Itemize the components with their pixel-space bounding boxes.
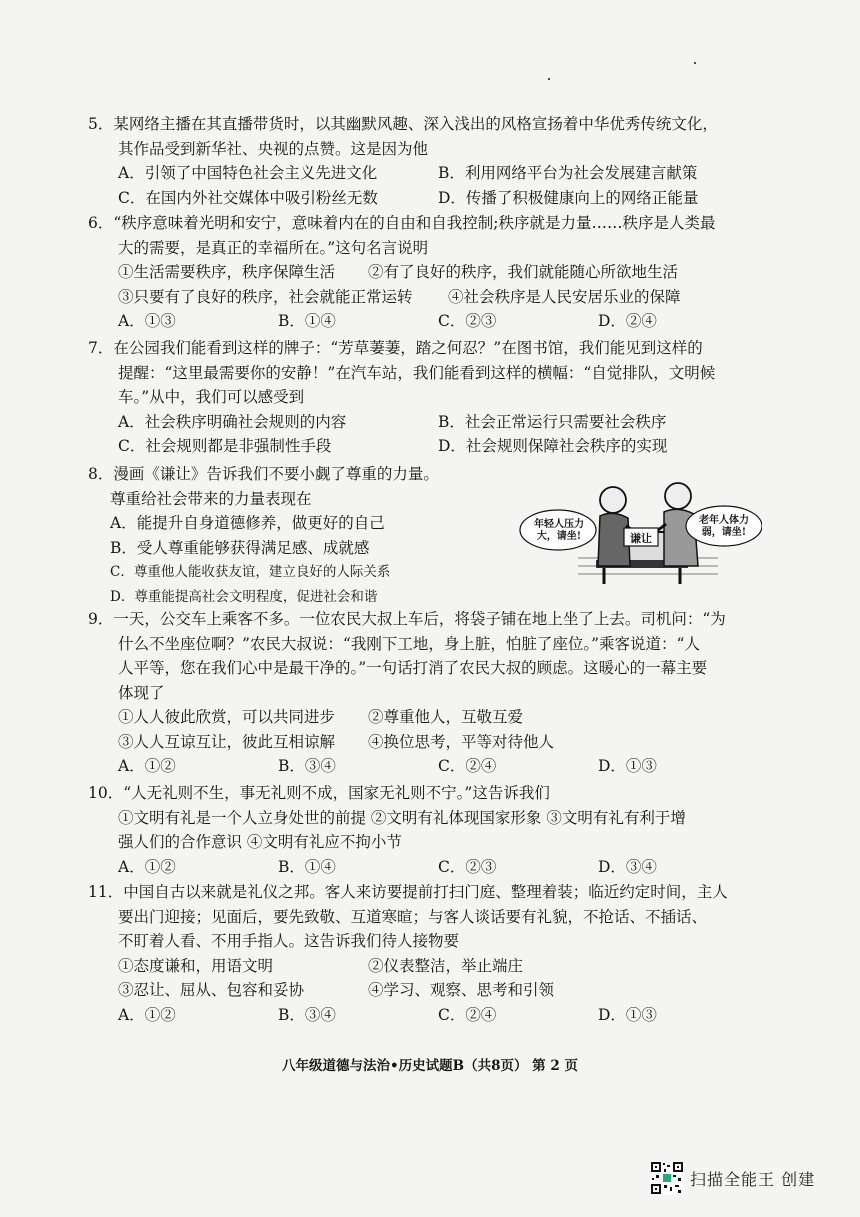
option-b: B．③④ <box>278 1005 336 1024</box>
option-c: C．②③ <box>438 312 497 330</box>
statement-4: ④学习、观察、思考和引领 <box>368 981 555 999</box>
option-d: D．②④ <box>598 312 657 330</box>
question-stem: 11．中国自古以来就是礼仪之邦。客人来访要提前打扫门庭、整理着装；临近约定时间，主人 <box>88 883 728 901</box>
watermark-text: 扫描全能王 创建 <box>690 1169 816 1189</box>
statement-3: ③忍让、屈从、包容和妥协 <box>118 981 305 999</box>
scan-speck <box>548 78 550 80</box>
statement-1: ①生活需要秩序，秩序保障生活 <box>118 263 336 281</box>
question-stem: 6．“秩序意味着光明和安宁，意味着内在的自由和自我控制;秩序就是力量……秩序是人类最 <box>88 214 716 232</box>
statement-1: ①态度谦和，用语文明 <box>118 956 274 975</box>
options-row <box>88 161 788 186</box>
option-c: C．②④ <box>438 1005 497 1024</box>
question-stem: 不盯着人看、不用手指人。这告诉我们待人接物要 <box>118 932 460 950</box>
question-stem: 其作品受到新华社、央视的点赞。这是因为他 <box>118 139 429 158</box>
statements-line: ①文明有礼是一个人立身处世的前提 ②文明有礼体现国家形象 ③文明有礼有利于增 <box>118 808 686 827</box>
question-stem: 车。”从中，我们可以感受到 <box>118 388 305 406</box>
option-d: D．传播了积极健康向上的网络正能量 <box>438 188 699 207</box>
options-row <box>88 855 788 880</box>
option-a: A．①③ <box>118 312 176 330</box>
cartoon-illustration <box>518 476 762 588</box>
option-b: B．①④ <box>278 312 336 330</box>
option-c: C．②③ <box>438 857 497 876</box>
question-stem: 要出门迎接；见面后，要先致敬、互道寒暄；与客人谈话要有礼貌，不抢话、不插话、 <box>118 907 708 926</box>
option-c: C．在国内外社交媒体中吸引粉丝无数 <box>118 188 378 207</box>
option-d: D．①③ <box>598 1005 657 1024</box>
option-a: A．①② <box>118 857 176 876</box>
question-8 <box>88 462 510 609</box>
question-6 <box>88 211 788 334</box>
question-stem: 什么不坐座位啊？”农民大叔说：“我刚下工地，身上脏，怕脏了座位。”乘客说道：“人 <box>118 634 700 653</box>
statements-row <box>88 705 788 730</box>
bubble-text: 大，请坐! <box>536 531 582 542</box>
question-stem: 大的需要，是真正的幸福所在。”这句名言说明 <box>118 238 429 257</box>
question-stem: 尊重给社会带来的力量表现在 <box>110 489 312 508</box>
question-5 <box>88 112 788 210</box>
options-row <box>88 309 788 334</box>
question-stem: 提醒：“这里最需要你的安静！”在汽车站，我们能看到这样的横幅：“自觉排队，文明候 <box>118 363 716 382</box>
option-d: D．③④ <box>598 857 657 876</box>
options-row <box>88 754 788 779</box>
option-a: A．能提升自身道德修养，做更好的自己 <box>110 514 385 532</box>
option-a: A．①② <box>118 1005 176 1024</box>
question-stem: 9．一天，公交车上乘客不多。一位农民大叔上车后，将袋子铺在地上坐了上去。司机问：“为 <box>88 610 726 628</box>
question-9 <box>88 607 788 779</box>
statement-4: ④换位思考，平等对待他人 <box>368 732 555 751</box>
option-d: D．社会规则保障社会秩序的实现 <box>438 437 668 455</box>
statements-row <box>88 730 788 755</box>
statement-4: ④社会秩序是人民安居乐业的保障 <box>448 287 681 306</box>
statements-row <box>88 978 788 1003</box>
bubble-text: 年轻人压力 <box>534 519 584 530</box>
bubble-text: 弱，请坐! <box>701 527 747 538</box>
statement-3: ③人人互谅互让，彼此互相谅解 <box>118 732 336 751</box>
option-c: C．社会规则都是非强制性手段 <box>118 437 332 455</box>
option-b: B．①④ <box>278 857 336 876</box>
option-d: D．①③ <box>598 757 657 775</box>
option-c: C．②④ <box>438 757 497 775</box>
option-b: B．利用网络平台为社会发展建言献策 <box>438 164 698 182</box>
question-stem: 8．漫画《谦让》告诉我们不要小觑了尊重的力量。 <box>88 465 439 483</box>
option-a: A．社会秩序明确社会规则的内容 <box>118 412 347 431</box>
statements-row <box>88 285 788 310</box>
question-7 <box>88 336 788 459</box>
option-d: D．尊重能提高社会文明程度，促进社会和谐 <box>110 588 378 605</box>
question-stem: 人平等，您在我们心中是最干净的。”一句话打消了农民大叔的顾虑。这暖心的一幕主要 <box>118 659 708 677</box>
option-b: B．社会正常运行只需要社会秩序 <box>438 412 667 431</box>
speech-bubble-left <box>524 519 594 543</box>
options-row <box>88 186 788 211</box>
question-stem: 10．“人无礼则不生，事无礼则不成，国家无礼则不宁。”这告诉我们 <box>88 784 550 802</box>
statement-1: ①人人彼此欣赏，可以共同进步 <box>118 708 336 726</box>
scanner-watermark <box>650 1161 815 1195</box>
options-row <box>88 410 788 435</box>
statements-row <box>88 954 788 979</box>
statement-2: ②仪表整洁，举止端庄 <box>368 956 524 975</box>
option-b: B．受人尊重能够获得满足感、成就感 <box>110 538 370 557</box>
option-a: A．①② <box>118 757 176 775</box>
question-10 <box>88 781 788 879</box>
question-stem: 体现了 <box>118 683 165 702</box>
options-row <box>88 1003 788 1028</box>
option-a: A．引领了中国特色社会主义先进文化 <box>118 164 378 182</box>
options-row <box>88 434 788 459</box>
question-stem: 5．某网络主播在其直播带货时，以其幽默风趣、深入浅出的风格宣扬着中华优秀传统文化， <box>88 115 718 133</box>
qr-code-icon <box>650 1161 684 1195</box>
option-c: C．尊重他人能收获友谊，建立良好的人际关系 <box>110 564 391 580</box>
scan-speck <box>694 62 696 64</box>
statement-2: ②尊重他人，互敬互爱 <box>368 708 524 726</box>
question-stem: 7．在公园我们能看到这样的牌子：“芳草萋萋，踏之何忍？”在图书馆，我们能见到这样的 <box>88 339 703 357</box>
statement-2: ②有了良好的秩序，我们就能随心所欲地生活 <box>368 263 679 281</box>
page-footer: 八年级道德与法治•历史试题B（共8页） 第 2 页 <box>282 1058 578 1074</box>
statement-3: ③只要有了良好的秩序，社会就能正常运转 <box>118 287 413 306</box>
speech-bubble-right <box>689 515 759 539</box>
statements-row <box>88 260 788 285</box>
question-11 <box>88 880 788 1027</box>
seat-sign: 谦让 <box>630 532 652 545</box>
option-b: B．③④ <box>278 757 336 775</box>
bubble-text: 老年人体力 <box>699 515 749 526</box>
statements-line: 强人们的合作意识 ④文明有礼应不拘小节 <box>118 833 402 851</box>
